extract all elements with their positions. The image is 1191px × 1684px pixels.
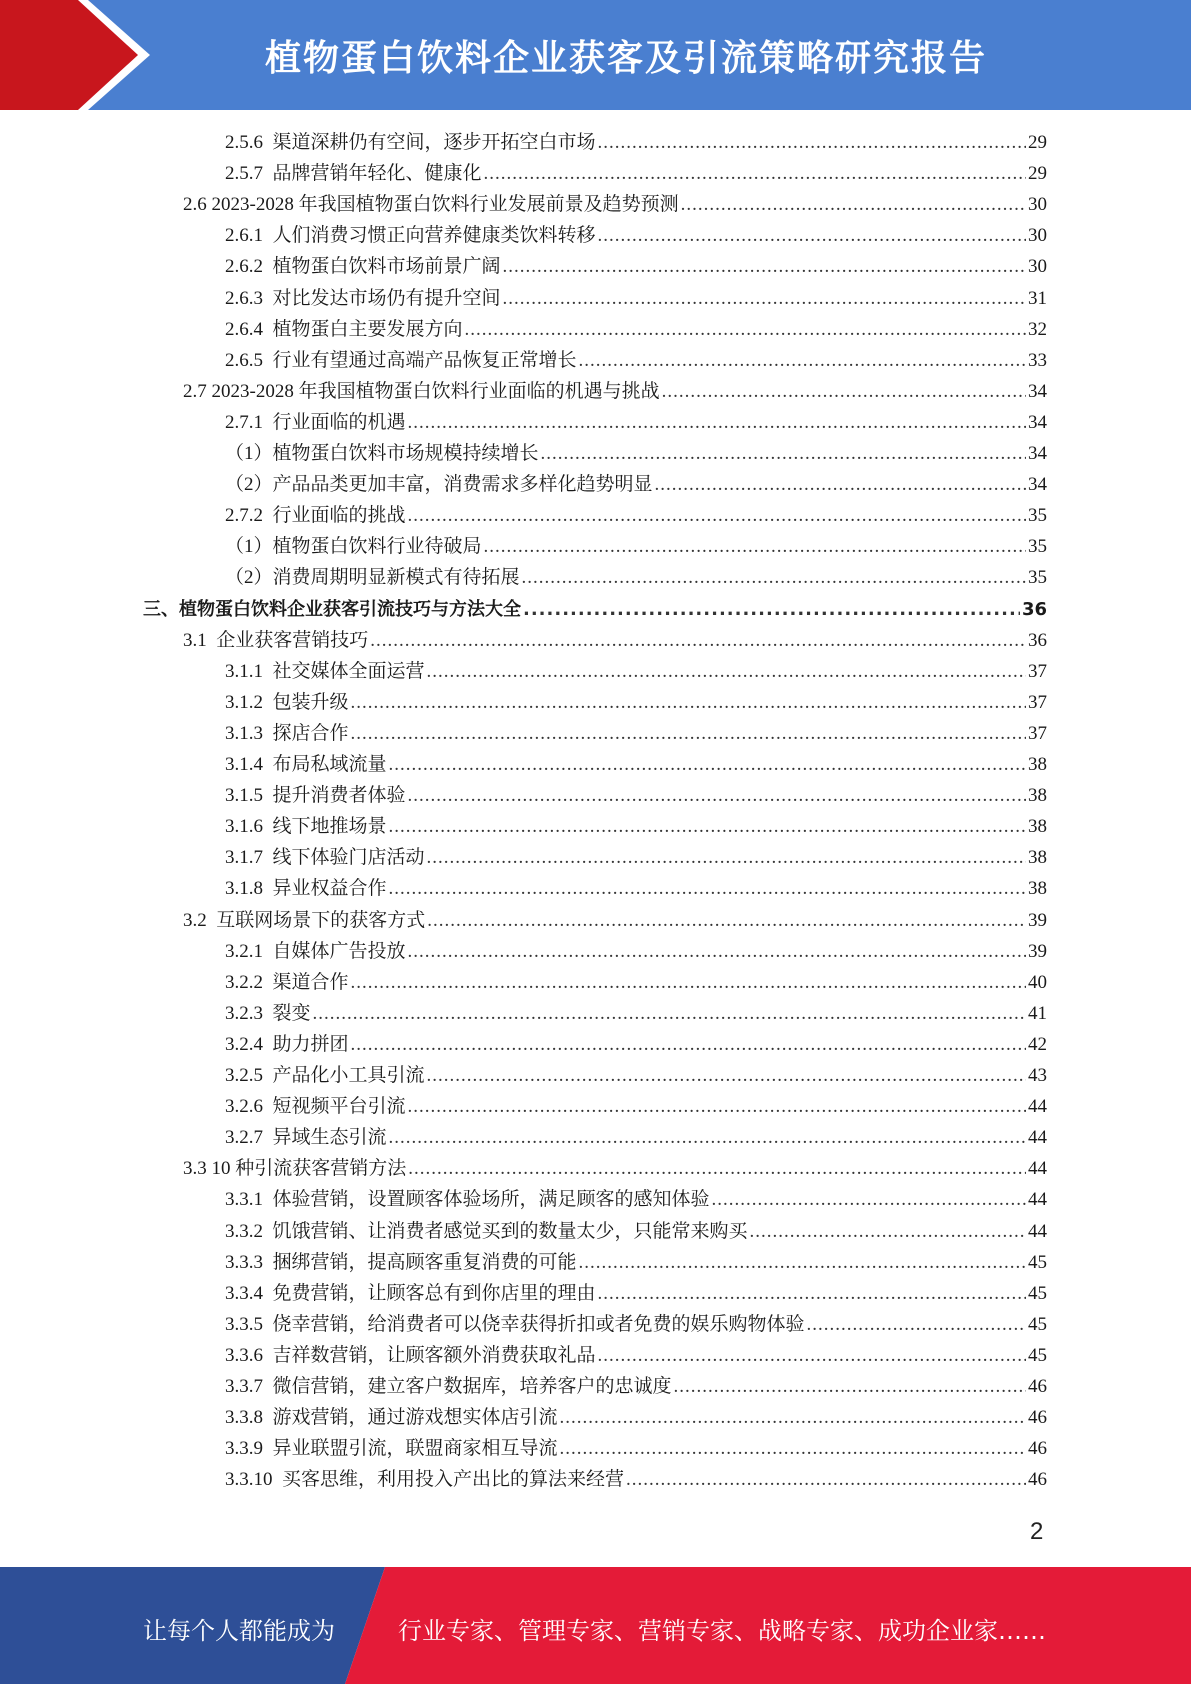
toc-entry-number: 2.5.7: [225, 163, 273, 185]
toc-entry-page: 44: [1028, 1127, 1047, 1149]
toc-entry-label: 买客思维，利用投入产出比的算法来经营: [282, 1469, 625, 1491]
toc-entry-number: 3.2.5: [225, 1065, 273, 1086]
toc-dot-leader: [712, 1184, 1026, 1215]
toc-entry[interactable]: [225, 1091, 1047, 1122]
toc-entry-number: 3.3.10: [225, 1469, 282, 1491]
toc-entry[interactable]: [225, 251, 1047, 282]
toc-entry[interactable]: [225, 345, 1047, 376]
toc-entry[interactable]: [225, 1402, 1047, 1433]
toc-entry[interactable]: [225, 469, 1047, 500]
toc-entry[interactable]: [225, 1433, 1047, 1464]
toc-entry-page: 45: [1028, 1344, 1047, 1366]
toc-entry-number: 3.3: [183, 1158, 212, 1180]
toc-entry-number: 3.1.2: [225, 691, 273, 713]
toc-entry-page: 37: [1028, 691, 1047, 713]
toc-entry-number: 2.6.3: [225, 287, 273, 309]
toc-entry-label: 探店合作: [272, 722, 349, 744]
toc-dot-leader: [351, 687, 1026, 718]
toc-entry[interactable]: [225, 656, 1047, 687]
toc-dot-leader: [408, 936, 1026, 967]
toc-entry-number: 3.1.6: [225, 816, 273, 838]
toc-entry-label: 植物蛋白饮料企业获客引流技巧与方法大全: [179, 598, 521, 620]
toc-entry-page: 39: [1028, 940, 1047, 962]
toc-dot-leader: [579, 345, 1026, 376]
toc-entry-number: 3.2: [183, 909, 217, 931]
toc-entry-number: 3.3.8: [225, 1407, 273, 1429]
toc-entry-label: 消费周期明显新模式有待拓展: [272, 567, 520, 589]
toc-entry-number: 2.7: [183, 380, 212, 402]
toc-entry-label: 侥幸营销，给消费者可以侥幸获得折扣或者免费的娱乐购物体验: [272, 1313, 805, 1335]
toc-entry-number: 3.1.4: [225, 754, 273, 775]
toc-dot-leader: [389, 873, 1026, 904]
toc-entry[interactable]: [143, 594, 1047, 625]
toc-entry[interactable]: [225, 562, 1047, 593]
toc-entry[interactable]: [225, 1029, 1047, 1060]
toc-entry-label: 2023-2028 年我国植物蛋白饮料行业面临的机遇与挑战: [211, 380, 660, 402]
toc-entry-page: 45: [1028, 1313, 1047, 1335]
toc-entry-page: 37: [1028, 722, 1047, 744]
toc-entry-number: 3.3.5: [225, 1313, 273, 1335]
toc-entry-number: 3.1.7: [225, 847, 273, 869]
toc-dot-leader: [807, 1309, 1026, 1340]
toc-entry[interactable]: [225, 1309, 1047, 1340]
toc-entry-page: 40: [1028, 971, 1047, 993]
toc-entry-label: 异业权益合作: [272, 878, 387, 900]
toc-entry-label: 10 种引流获客营销方法: [211, 1158, 407, 1180]
toc-entry[interactable]: [225, 220, 1047, 251]
toc-entry-label: 异域生态引流: [272, 1127, 387, 1149]
toc-entry[interactable]: [225, 967, 1047, 998]
toc-entry[interactable]: [225, 780, 1047, 811]
toc-entry[interactable]: [225, 158, 1047, 189]
toc-entry-number: （1）: [225, 443, 273, 464]
toc-dot-leader: [484, 158, 1026, 189]
toc-entry-page: 45: [1028, 1251, 1047, 1273]
toc-entry-page: 44: [1028, 1096, 1047, 1118]
toc-dot-leader: [389, 1122, 1026, 1153]
toc-dot-leader: [408, 500, 1026, 531]
toc-entry-page: 46: [1028, 1469, 1047, 1491]
toc-dot-leader: [408, 780, 1026, 811]
toc-dot-leader: [351, 1029, 1026, 1060]
toc-entry-label: 对比发达市场仍有提升空间: [272, 287, 501, 309]
toc-entry-page: 30: [1028, 256, 1047, 278]
toc-entry[interactable]: [225, 1122, 1047, 1153]
toc-entry-label: 线下地推场景: [272, 816, 387, 838]
toc-entry-number: 3.3.7: [225, 1376, 273, 1397]
toc-entry[interactable]: [225, 1184, 1047, 1215]
toc-dot-leader: [598, 220, 1026, 251]
toc-entry-label: 品牌营销年轻化、健康化: [272, 163, 482, 185]
toc-entry[interactable]: [225, 936, 1047, 967]
report-title: 植物蛋白饮料企业获客及引流策略研究报告: [265, 38, 988, 79]
toc-dot-leader: [503, 283, 1026, 314]
toc-dot-leader: [351, 967, 1026, 998]
toc-dot-leader: [674, 1371, 1026, 1402]
toc-dot-leader: [427, 842, 1026, 873]
toc-entry-page: 31: [1028, 287, 1047, 309]
toc-entry[interactable]: [225, 873, 1047, 904]
toc-entry-number: 3.3.6: [225, 1344, 273, 1366]
toc-dot-leader: [465, 314, 1026, 345]
toc-dot-leader: [389, 749, 1026, 780]
toc-entry-label: 植物蛋白饮料行业待破局: [272, 536, 482, 558]
toc-entry-label: 行业有望通过高端产品恢复正常增长: [272, 349, 577, 371]
toc-dot-leader: [579, 1247, 1026, 1278]
toc-entry-number: 3.1: [183, 629, 217, 651]
toc-entry-page: 45: [1028, 1282, 1047, 1304]
toc-entry[interactable]: [225, 531, 1047, 562]
toc-entry[interactable]: [225, 1247, 1047, 1278]
toc-entry-page: 44: [1028, 1189, 1047, 1211]
toc-dot-leader: [408, 1153, 1026, 1184]
toc-dot-leader: [598, 1340, 1026, 1371]
toc-entry-page: 39: [1028, 909, 1047, 931]
toc-dot-leader: [503, 251, 1026, 282]
toc-entry-label: 饥饿营销、让消费者感觉买到的数量太少，只能常来购买: [272, 1220, 748, 1242]
toc-entry-label: 体验营销，设置顾客体验场所，满足顾客的感知体验: [272, 1189, 710, 1211]
toc-dot-leader: [541, 438, 1026, 469]
toc-entry-label: 2023-2028 年我国植物蛋白饮料行业发展前景及趋势预测: [211, 194, 679, 216]
toc-entry-label: 提升消费者体验: [272, 785, 406, 807]
toc-entry[interactable]: [225, 1340, 1047, 1371]
toc-entry-number: 2.7.1: [225, 411, 273, 433]
toc-dot-leader: [523, 594, 1020, 625]
toc-entry-label: 异业联盟引流，联盟商家相互导流: [272, 1438, 558, 1460]
toc-entry-label: 短视频平台引流: [272, 1096, 406, 1118]
toc-entry-page: 36: [1028, 629, 1047, 651]
toc-entry-number: 3.1.8: [225, 878, 273, 900]
toc-dot-leader: [370, 625, 1026, 656]
toc-entry[interactable]: [183, 1153, 1047, 1184]
toc-dot-leader: [560, 1402, 1026, 1433]
toc-entry-label: 裂变: [272, 1002, 311, 1024]
toc-entry-page: 35: [1028, 505, 1047, 527]
footer-slogan-right: 行业专家、管理专家、营销专家、战略专家、成功企业家……: [398, 1617, 1046, 1645]
toc-dot-leader: [408, 1091, 1026, 1122]
toc-entry-label: 微信营销，建立客户数据库，培养客户的忠诚度: [272, 1376, 672, 1397]
toc-entry-label: 捆绑营销，提高顾客重复消费的可能: [272, 1251, 577, 1273]
toc-entry-label: 布局私域流量: [272, 754, 387, 775]
toc-entry[interactable]: [225, 407, 1047, 438]
toc-entry-label: 产品化小工具引流: [272, 1065, 425, 1086]
toc-entry-page: 46: [1028, 1407, 1047, 1429]
toc-dot-leader: [313, 998, 1026, 1029]
toc-entry-number: 3.2.4: [225, 1033, 273, 1055]
toc-entry[interactable]: [225, 283, 1047, 314]
toc-entry-number: 3.2.7: [225, 1127, 273, 1149]
toc-entry-label: 植物蛋白主要发展方向: [272, 318, 463, 340]
toc-dot-leader: [655, 469, 1026, 500]
toc-entry-page: 30: [1028, 194, 1047, 216]
toc-entry-label: 助力拼团: [272, 1033, 349, 1055]
footer-slogan-left: 让每个人都能成为: [143, 1617, 335, 1645]
red-chevron-decoration: [0, 0, 160, 110]
toc-entry-page: 44: [1028, 1220, 1047, 1242]
toc-dot-leader: [484, 531, 1026, 562]
toc-entry-page: 38: [1028, 878, 1047, 900]
toc-entry[interactable]: [183, 905, 1047, 936]
toc-entry-number: 2.6.5: [225, 349, 273, 371]
toc-entry-label: 自媒体广告投放: [272, 940, 406, 962]
toc-entry-label: 企业获客营销技巧: [216, 629, 369, 651]
toc-entry-page: 46: [1028, 1376, 1047, 1397]
toc-entry-label: 包装升级: [272, 691, 349, 713]
toc-dot-leader: [408, 407, 1026, 438]
toc-dot-leader: [598, 1278, 1026, 1309]
toc-entry[interactable]: [225, 811, 1047, 842]
toc-entry-number: 2.5.6: [225, 132, 273, 153]
toc-entry[interactable]: [225, 998, 1047, 1029]
toc-entry-label: 渠道深耕仍有空间，逐步开拓空白市场: [272, 132, 596, 153]
toc-entry-page: 32: [1028, 318, 1047, 340]
toc-entry-page: 38: [1028, 785, 1047, 807]
toc-entry-page: 33: [1028, 349, 1047, 371]
toc-entry-number: 3.3.3: [225, 1251, 273, 1273]
toc-entry-label: 吉祥数营销，让顾客额外消费获取礼品: [272, 1344, 596, 1366]
toc-entry-number: 3.1.5: [225, 785, 273, 807]
toc-dot-leader: [351, 718, 1026, 749]
toc-dot-leader: [427, 656, 1026, 687]
toc-entry-label: 社交媒体全面运营: [272, 660, 425, 682]
toc-entry-page: 44: [1028, 1158, 1047, 1180]
toc-entry-page: 36: [1021, 598, 1047, 620]
toc-entry-label: 游戏营销，通过游戏想实体店引流: [272, 1407, 558, 1429]
toc-entry-number: 3.2.3: [225, 1002, 273, 1024]
toc-entry-number: （2）: [225, 567, 273, 589]
toc-entry-page: 34: [1028, 380, 1047, 402]
toc-dot-leader: [681, 189, 1026, 220]
toc-entry-page: 37: [1028, 660, 1047, 682]
toc-entry-number: 3.2.2: [225, 971, 273, 993]
toc-entry-number: 2.6.4: [225, 318, 273, 340]
toc-entry-number: 3.1.3: [225, 722, 273, 744]
toc-entry[interactable]: [183, 376, 1047, 407]
toc-entry-page: 34: [1028, 474, 1047, 496]
toc-entry-page: 30: [1028, 225, 1047, 247]
toc-entry-number: 3.3.2: [225, 1220, 273, 1242]
toc-entry[interactable]: [225, 314, 1047, 345]
toc-entry[interactable]: [225, 1278, 1047, 1309]
toc-entry[interactable]: [225, 127, 1047, 158]
toc-entry[interactable]: [225, 842, 1047, 873]
toc-entry[interactable]: [183, 625, 1047, 656]
toc-entry-page: 34: [1028, 443, 1047, 464]
toc-entry-number: 3.2.6: [225, 1096, 273, 1118]
toc-entry-number: 2.7.2: [225, 505, 273, 527]
toc-entry-page: 29: [1028, 132, 1047, 153]
toc-entry-number: 3.2.1: [225, 940, 273, 962]
toc-entry-page: 41: [1028, 1002, 1047, 1024]
toc-entry-label: 植物蛋白饮料市场前景广阔: [272, 256, 501, 278]
toc-entry-label: 产品品类更加丰富，消费需求多样化趋势明显: [272, 474, 653, 496]
toc-dot-leader: [750, 1216, 1026, 1247]
toc-entry-page: 29: [1028, 163, 1047, 185]
toc-entry[interactable]: [225, 687, 1047, 718]
toc-entry-label: 行业面临的机遇: [272, 411, 406, 433]
toc-entry-number: 2.6.1: [225, 225, 273, 247]
toc-dot-leader: [427, 1060, 1026, 1091]
page-footer: [0, 1567, 1191, 1684]
toc-entry-page: 35: [1028, 567, 1047, 589]
toc-entry[interactable]: [225, 1060, 1047, 1091]
toc-entry-page: 46: [1028, 1438, 1047, 1460]
toc-entry[interactable]: [225, 500, 1047, 531]
toc-entry[interactable]: [183, 189, 1047, 220]
toc-entry-number: （1）: [225, 536, 273, 558]
toc-entry-label: 免费营销，让顾客总有到你店里的理由: [272, 1282, 596, 1304]
toc-entry-label: 植物蛋白饮料市场规模持续增长: [272, 443, 539, 464]
toc-entry[interactable]: [225, 1216, 1047, 1247]
toc-entry-page: 43: [1028, 1065, 1047, 1086]
toc-entry-page: 34: [1028, 411, 1047, 433]
toc-entry-label: 人们消费习惯正向营养健康类饮料转移: [272, 225, 596, 247]
toc-entry-label: 渠道合作: [272, 971, 349, 993]
toc-dot-leader: [522, 562, 1026, 593]
toc-entry[interactable]: [225, 1371, 1047, 1402]
toc-entry-number: 3.3.1: [225, 1189, 273, 1211]
toc-entry[interactable]: [225, 438, 1047, 469]
toc-entry-number: 2.6.2: [225, 256, 273, 278]
toc-entry-number: 3.3.9: [225, 1438, 273, 1460]
toc-entry[interactable]: [225, 749, 1047, 780]
toc-entry-number: 3.1.1: [225, 660, 273, 682]
toc-entry-number: 3.3.4: [225, 1282, 273, 1304]
toc-dot-leader: [560, 1433, 1026, 1464]
toc-entry[interactable]: [225, 1464, 1047, 1495]
toc-entry-number: 三、: [143, 598, 179, 620]
toc-entry-page: 42: [1028, 1033, 1047, 1055]
toc-entry-number: （2）: [225, 474, 273, 496]
toc-dot-leader: [626, 1464, 1026, 1495]
toc-entry-label: 线下体验门店活动: [272, 847, 425, 869]
toc-entry-label: 互联网场景下的获客方式: [216, 909, 426, 931]
toc-entry-page: 38: [1028, 754, 1047, 775]
toc-dot-leader: [427, 905, 1026, 936]
toc-dot-leader: [598, 127, 1026, 158]
toc-entry-label: 行业面临的挑战: [272, 505, 406, 527]
toc-entry-page: 38: [1028, 816, 1047, 838]
toc-dot-leader: [662, 376, 1026, 407]
toc-dot-leader: [389, 811, 1026, 842]
page-number: 2: [1030, 1518, 1044, 1545]
toc-entry-page: 35: [1028, 536, 1047, 558]
toc-entry-number: 2.6: [183, 194, 212, 216]
page-header: [0, 0, 1191, 110]
toc-entry-page: 38: [1028, 847, 1047, 869]
toc-entry[interactable]: [225, 718, 1047, 749]
